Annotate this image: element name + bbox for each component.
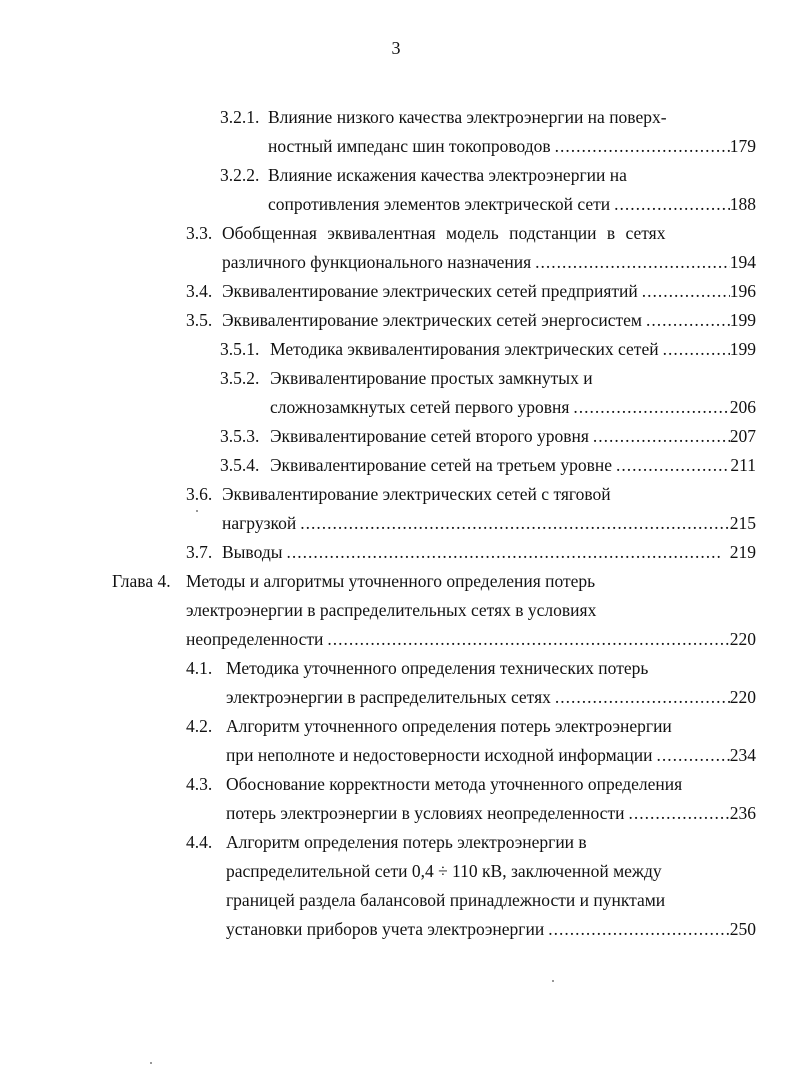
toc-entry-3-2-2 — [0, 161, 792, 219]
entry-page: 206 — [729, 397, 756, 417]
entry-page: 199 — [729, 310, 756, 330]
entry-page: 207 — [729, 426, 756, 446]
entry-leader — [226, 799, 756, 828]
toc-entry-4-3 — [0, 770, 792, 828]
toc-entry-3-6 — [0, 480, 792, 538]
entry-number: 4.3. — [186, 774, 213, 794]
entry-title-line: Влияние искажения качества электроэнергии на — [268, 165, 627, 185]
entry-page: 188 — [729, 194, 756, 214]
entry-title-line: Алгоритм уточненного определения потерь электроэнергии — [226, 716, 672, 736]
entry-title-line: Эквивалентирование простых замкнутых и — [270, 368, 593, 388]
entry-title-line: Эквивалентирование электрических сетей с тяговой — [222, 484, 611, 504]
entry-title-line: распределительной сети 0,4 ÷ 110 кВ, заключенной между — [226, 861, 662, 881]
entry-title-line: установки приборов учета электроэнергии — [226, 919, 545, 939]
entry-page: 236 — [729, 803, 756, 823]
entry-page: 220 — [729, 629, 756, 649]
entry-page: 250 — [729, 919, 756, 939]
entry-title-line: электроэнергии в распределительных сетях — [226, 687, 551, 707]
toc-entry-4-2 — [0, 712, 792, 770]
toc-entry-3-5-3 — [0, 422, 792, 451]
entry-number: 3.2.1. — [220, 107, 260, 127]
entry-page: 219 — [729, 542, 756, 562]
entry-number: 3.5.2. — [220, 368, 260, 388]
entry-leader — [222, 306, 756, 335]
scan-speck — [552, 980, 554, 982]
entry-title-line: Эквивалентирование сетей на третьем уровне — [270, 455, 612, 475]
toc-entry-3-5-1 — [0, 335, 792, 364]
entry-number: 4.2. — [186, 716, 213, 736]
entry-number: 3.5. — [186, 310, 213, 330]
entry-title-line: Методика эквивалентирования электрических сетей — [270, 339, 659, 359]
entry-title-line: сопротивления элементов электрической сети — [268, 194, 611, 214]
entry-leader — [268, 190, 756, 219]
entry-page: 220 — [729, 687, 756, 707]
entry-number: Глава 4. — [112, 571, 171, 591]
entry-title-line: электроэнергии в распределительных сетях в условиях — [186, 600, 597, 620]
entry-leader — [270, 422, 756, 451]
entry-leader — [226, 683, 756, 712]
toc-entry-3-3 — [0, 219, 792, 277]
toc-entry-4-1 — [0, 654, 792, 712]
toc-entry-4-4 — [0, 828, 792, 944]
table-of-contents — [0, 103, 792, 944]
toc-entry-3-4 — [0, 277, 792, 306]
entry-leader — [226, 741, 756, 770]
entry-title-line: Обоснование корректности метода уточненного определения — [226, 774, 683, 794]
entry-number: 3.2.2. — [220, 165, 260, 185]
entry-title-line: нагрузкой — [222, 513, 297, 533]
entry-leader — [222, 509, 756, 538]
entry-leader — [270, 393, 756, 422]
entry-title-line: Методы и алгоритмы уточненного определения потерь — [186, 571, 596, 591]
toc-entry-3-5-2 — [0, 364, 792, 422]
entry-title-line: различного функционального назначения — [222, 252, 532, 272]
entry-title-line: потерь электроэнергии в условиях неопределенности — [226, 803, 625, 823]
entry-page: 211 — [730, 455, 756, 475]
entry-title-line: при неполноте и недостоверности исходной информации — [226, 745, 653, 765]
entry-title-line: неопределенности — [186, 629, 324, 649]
entry-title-line: ностный импеданс шин токопроводов — [268, 136, 551, 156]
entry-number: 4.4. — [186, 832, 213, 852]
entry-number: 3.3. — [186, 223, 213, 243]
entry-page: 194 — [729, 252, 756, 272]
scan-speck — [196, 510, 198, 512]
entry-title-line: Эквивалентирование сетей второго уровня — [270, 426, 589, 446]
entry-title-line: Влияние низкого качества электроэнергии на поверх- — [268, 107, 667, 127]
entry-leader — [268, 132, 756, 161]
entry-leader — [270, 335, 756, 364]
entry-page: 215 — [729, 513, 756, 533]
entry-leader — [222, 538, 756, 567]
toc-entry-chapter-4 — [0, 567, 792, 654]
entry-page: 199 — [729, 339, 756, 359]
entry-title-line: Эквивалентирование электрических сетей энергосистем — [222, 310, 643, 330]
toc-entry-3-7 — [0, 538, 792, 567]
entry-title-line: Методика уточненного определения технических потерь — [226, 658, 649, 678]
entry-number: 3.7. — [186, 542, 213, 562]
toc-entry-3-2-1 — [0, 103, 792, 161]
entry-title-line: границей раздела балансовой принадлежности и пунктами — [226, 890, 666, 910]
entry-page: 234 — [729, 745, 756, 765]
entry-number: 3.5.4. — [220, 455, 260, 475]
entry-title-line: сложнозамкнутых сетей первого уровня — [270, 397, 570, 417]
entry-page: 179 — [729, 136, 756, 156]
entry-title-line: Обобщенная эквивалентная модель подстанции в сетях — [222, 223, 666, 243]
toc-entry-3-5 — [0, 306, 792, 335]
entry-leader — [222, 248, 756, 277]
entry-leader — [270, 451, 756, 480]
entry-leader — [186, 625, 756, 654]
scan-speck — [150, 1062, 152, 1064]
entry-number: 4.1. — [186, 658, 213, 678]
entry-leader — [222, 277, 756, 306]
page-number: 3 — [391, 38, 401, 58]
entry-leader — [226, 915, 756, 944]
entry-number: 3.4. — [186, 281, 213, 301]
entry-page: 196 — [729, 281, 756, 301]
entry-number: 3.6. — [186, 484, 213, 504]
entry-title-line: Алгоритм определения потерь электроэнергии в — [226, 832, 587, 852]
toc-entry-3-5-4 — [0, 451, 792, 480]
entry-number: 3.5.1. — [220, 339, 260, 359]
entry-number: 3.5.3. — [220, 426, 260, 446]
entry-title-line: Выводы — [222, 542, 283, 562]
entry-title-line: Эквивалентирование электрических сетей предприятий — [222, 281, 638, 301]
